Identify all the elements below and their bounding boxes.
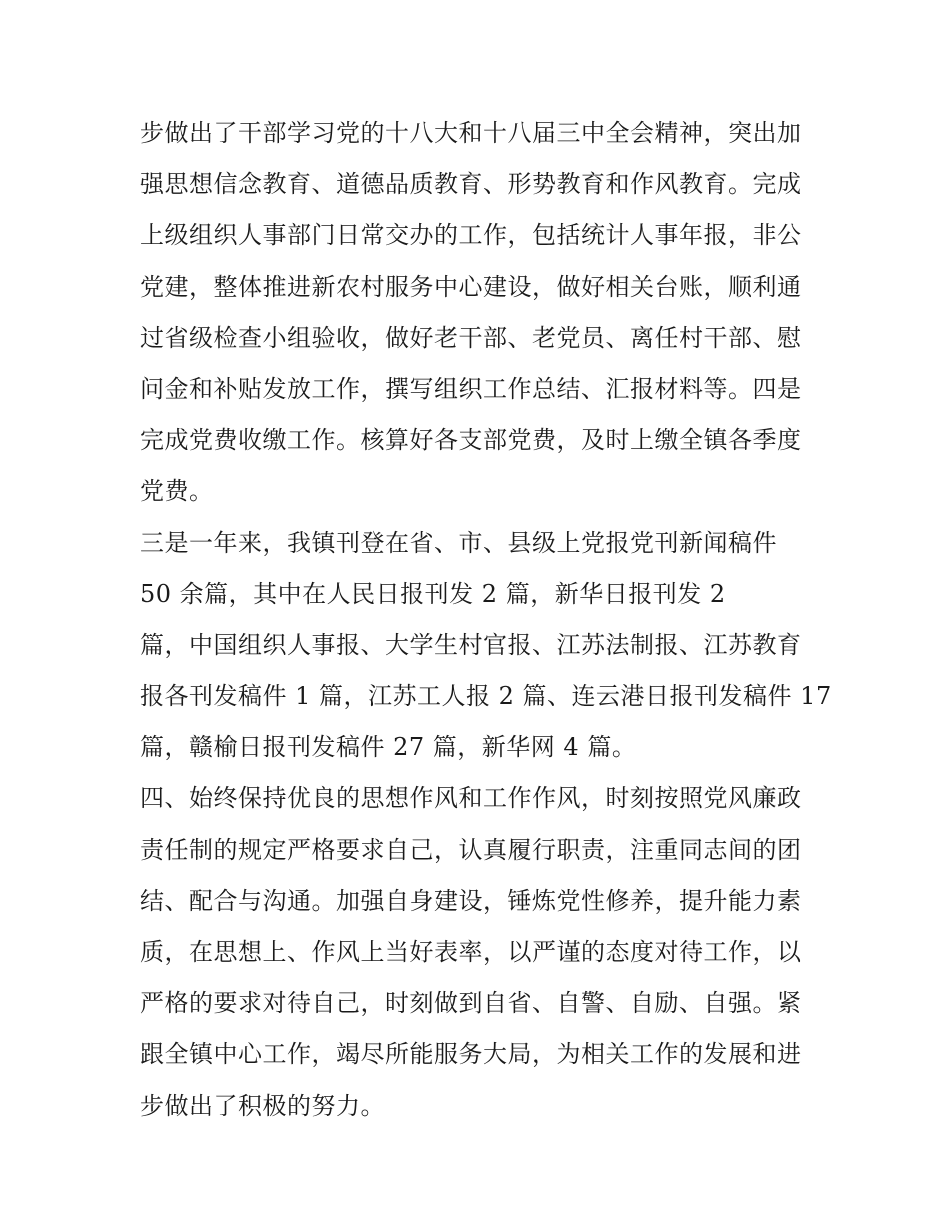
text-line: 完成党费收缴工作。核算好各支部党费，及时上缴全镇各季度	[140, 426, 802, 455]
text-line: 四、始终保持优良的思想作风和工作作风，时刻按照党风廉政	[140, 784, 802, 813]
text-line: 篇，赣榆日报刊发稿件 27 篇，新华网 4 篇。	[140, 733, 637, 762]
text-line: 三是一年来，我镇刊登在省、市、县级上党报党刊新闻稿件	[140, 528, 777, 557]
body-text	[140, 108, 840, 1132]
text-line: 报各刊发稿件 1 篇，江苏工人报 2 篇、连云港日报刊发稿件 17	[140, 682, 832, 711]
text-line: 50 余篇，其中在人民日报刊发 2 篇，新华日报刊发 2	[140, 579, 726, 608]
text-line: 强思想信念教育、道德品质教育、形势教育和作风教育。完成	[140, 170, 802, 199]
text-line: 上级组织人事部门日常交办的工作，包括统计人事年报，非公	[140, 221, 802, 250]
text-line: 严格的要求对待自己，时刻做到自省、自警、自励、自强。紧	[140, 989, 802, 1018]
text-line: 问金和补贴发放工作，撰写组织工作总结、汇报材料等。四是	[140, 374, 802, 403]
text-line: 责任制的规定严格要求自己，认真履行职责，注重同志间的团	[140, 835, 802, 864]
text-line: 党建，整体推进新农村服务中心建设，做好相关台账，顺利通	[140, 272, 802, 301]
text-line: 跟全镇中心工作，竭尽所能服务大局，为相关工作的发展和进	[140, 1040, 802, 1069]
text-line: 党费。	[140, 477, 214, 506]
text-line: 过省级检查小组验收，做好老干部、老党员、离任村干部、慰	[140, 323, 802, 352]
text-line: 结、配合与沟通。加强自身建设，锤炼党性修养，提升能力素	[140, 886, 802, 915]
text-line: 质，在思想上、作风上当好表率，以严谨的态度对待工作，以	[140, 938, 802, 966]
text-line: 步做出了积极的努力。	[140, 1091, 385, 1120]
text-line: 步做出了干部学习党的十八大和十八届三中全会精神，突出加	[140, 119, 802, 147]
text-line: 篇，中国组织人事报、大学生村官报、江苏法制报、江苏教育	[140, 630, 802, 659]
